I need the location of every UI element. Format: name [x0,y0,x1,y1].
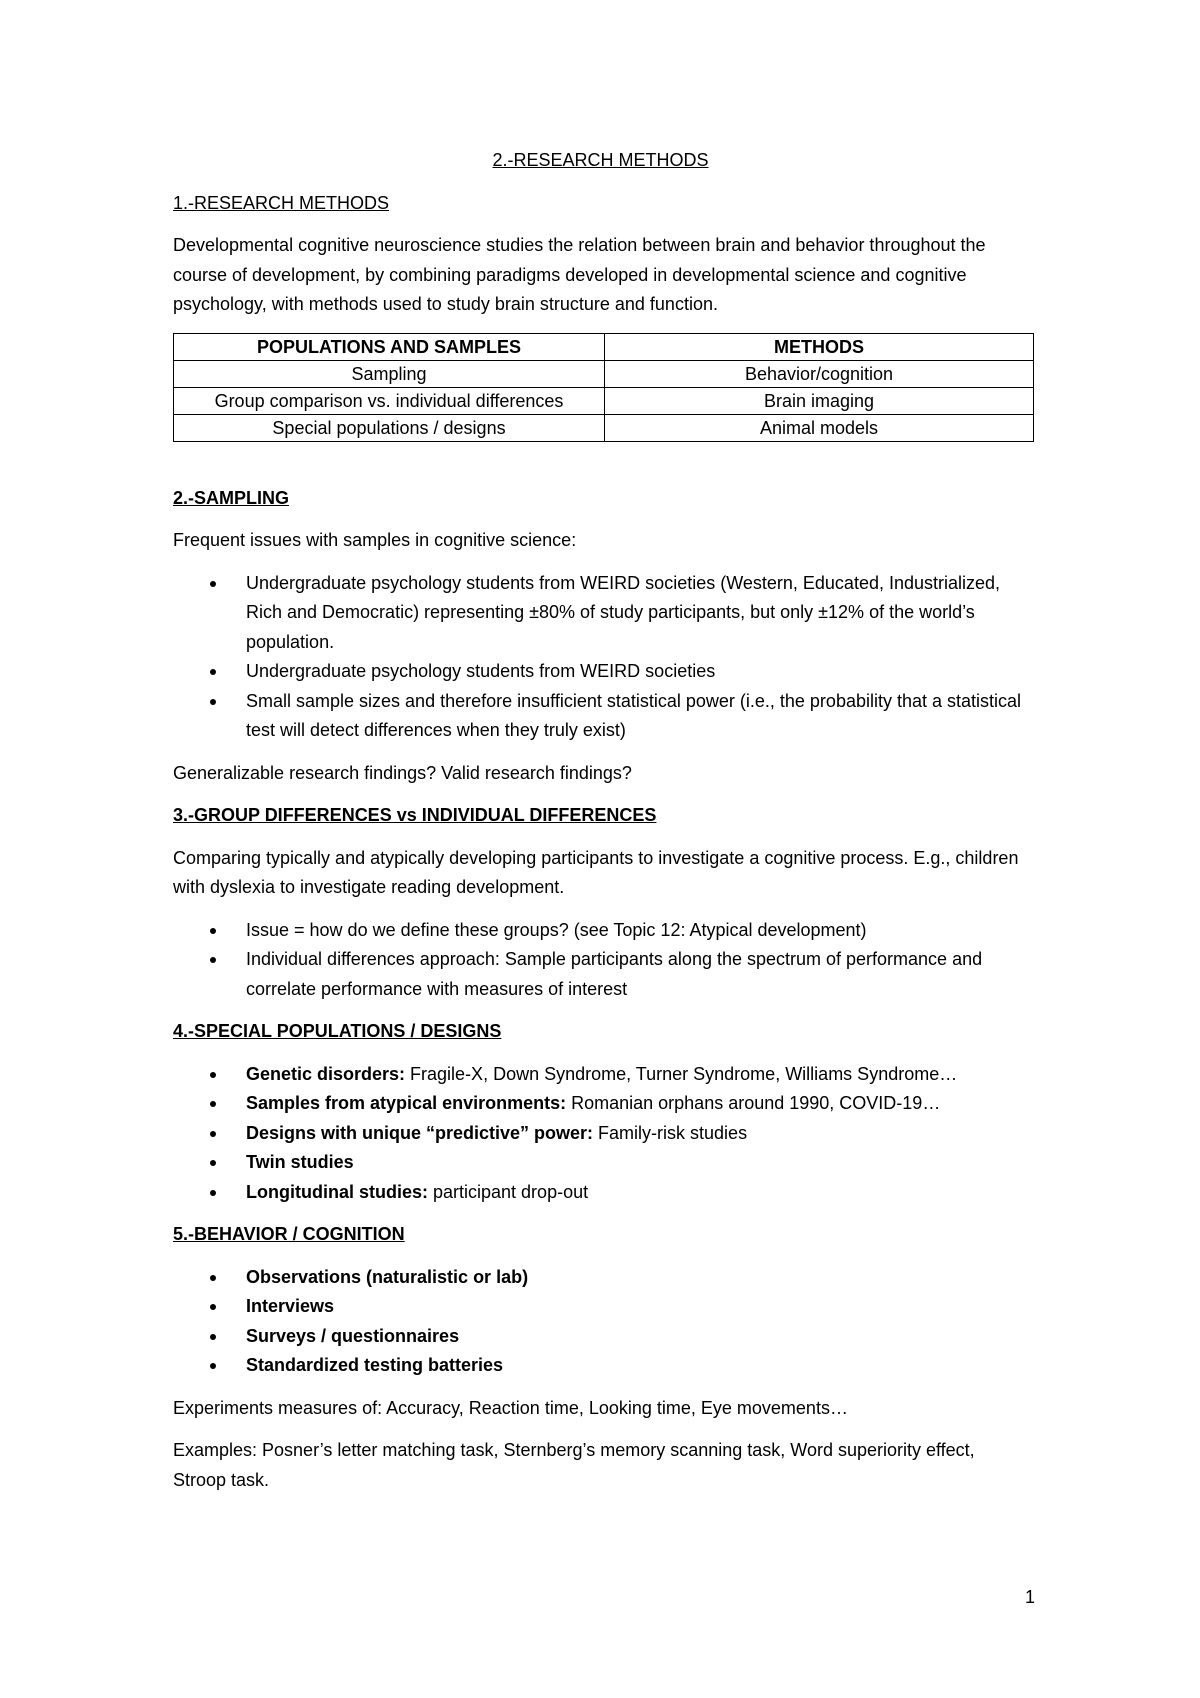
bullet-icon [210,957,216,963]
table-cell: Group comparison vs. individual differences [174,387,605,414]
list-item [246,657,1028,687]
list-item-text: Issue = how do we define these groups? (see Topic 12: Atypical development) [246,919,867,940]
list-item [246,1351,1028,1381]
bullet-icon [210,1131,216,1137]
bullet-icon [210,1101,216,1107]
list-item [246,916,1028,946]
bullet-icon [210,699,216,705]
list-item-text: participant drop-out [428,1181,589,1202]
table-row [174,360,1034,387]
list-item [246,1060,1028,1090]
section-3-heading: 3.-GROUP DIFFERENCES vs INDIVIDUAL DIFFERENCES [173,805,657,825]
table-header-row [174,333,1034,360]
list-item-text: Undergraduate psychology students from WEIRD societies [246,661,716,681]
bullet-icon [210,1072,216,1078]
table-cell: Behavior/cognition [605,360,1034,387]
list-item-term: Twin studies [246,1152,354,1172]
section-3-list [173,916,1028,1005]
table-cell: Special populations / designs [174,414,605,441]
table-header-cell: POPULATIONS AND SAMPLES [174,333,605,360]
document-title: 2.-RESEARCH METHODS [492,150,709,170]
list-item-term: Samples from atypical environments: [246,1093,567,1113]
bullet-icon [210,669,216,675]
section-5-measures: Experiments measures of: Accuracy, Reaction time, Looking time, Eye movements… [173,1397,848,1418]
section-4-list [173,1060,1028,1208]
section-1-paragraph: Developmental cognitive neuroscience studies the relation between brain and behavior throughout the course of development, by combining paradigms developed in developmental science and cognitive psychology, with methods used to study brain structure and function. [173,235,986,314]
bullet-icon [210,1275,216,1281]
list-item [246,1322,1028,1352]
list-item [246,569,1028,658]
section-4-heading: 4.-SPECIAL POPULATIONS / DESIGNS [173,1021,502,1041]
section-2-intro: Frequent issues with samples in cognitive science: [173,530,577,550]
table-row [174,414,1034,441]
list-item-term: Genetic disorders: [246,1063,406,1084]
section-2-heading: 2.-SAMPLING [173,487,290,508]
list-item [246,687,1028,746]
list-item-text: Fragile-X, Down Syndrome, Turner Syndrome, Williams Syndrome… [405,1063,958,1084]
section-5-heading: 5.-BEHAVIOR / COGNITION [173,1224,405,1244]
bullet-icon [210,928,216,934]
list-item [246,1119,1028,1149]
page-number: 1 [1025,1587,1036,1607]
list-item [246,1148,1028,1178]
section-2-list [173,569,1028,746]
list-item [246,1292,1028,1322]
list-item [246,1263,1028,1293]
section-3-paragraph: Comparing typically and atypically developing participants to investigate a cognitive process. E.g., children with dyslexia to investigate reading development. [173,847,1019,897]
table-cell: Brain imaging [605,387,1034,414]
list-item [246,1178,1028,1208]
list-item-term: Longitudinal studies: [246,1181,428,1202]
bullet-icon [210,1190,216,1196]
list-item [246,945,1028,1004]
list-item-text: Surveys / questionnaires [246,1325,460,1346]
list-item-term: Designs with unique “predictive” power: [246,1122,594,1143]
page-content [173,146,1028,1508]
bullet-icon [210,1160,216,1166]
methods-table [173,333,1034,442]
table-header-cell: METHODS [605,333,1034,360]
list-item [246,1089,1028,1119]
list-item-text: Observations (naturalistic or lab) [246,1266,529,1287]
table-cell: Sampling [174,360,605,387]
section-5-examples: Examples: Posner’s letter matching task, Sternberg’s memory scanning task, Word superiority effect, Stroop task. [173,1440,975,1490]
list-item-text: Standardized testing batteries [246,1355,504,1375]
bullet-icon [210,1304,216,1310]
list-item-text: Interviews [246,1296,335,1316]
list-item-text: Romanian orphans around 1990, COVID-19… [566,1093,941,1113]
bullet-icon [210,581,216,587]
list-item-text: Family-risk studies [593,1122,748,1143]
list-item-text: Small sample sizes and therefore insufficient statistical power (i.e., the probability that a statistical test will detect differences when they truly exist) [246,690,1022,740]
table-row [174,387,1034,414]
list-item-text: Undergraduate psychology students from WEIRD societies (Western, Educated, Industrialized, Rich and Democratic) representing ±80% of study participants, but only ±12% of the world’s population. [246,572,1001,652]
section-5-list [173,1263,1028,1381]
bullet-icon [210,1363,216,1369]
table-cell: Animal models [605,414,1034,441]
section-2-closing: Generalizable research findings? Valid research findings? [173,762,632,783]
section-1-heading: 1.-RESEARCH METHODS [173,192,390,213]
bullet-icon [210,1334,216,1340]
list-item-text: Individual differences approach: Sample participants along the spectrum of performance and correlate performance with measures of interest [246,949,983,999]
